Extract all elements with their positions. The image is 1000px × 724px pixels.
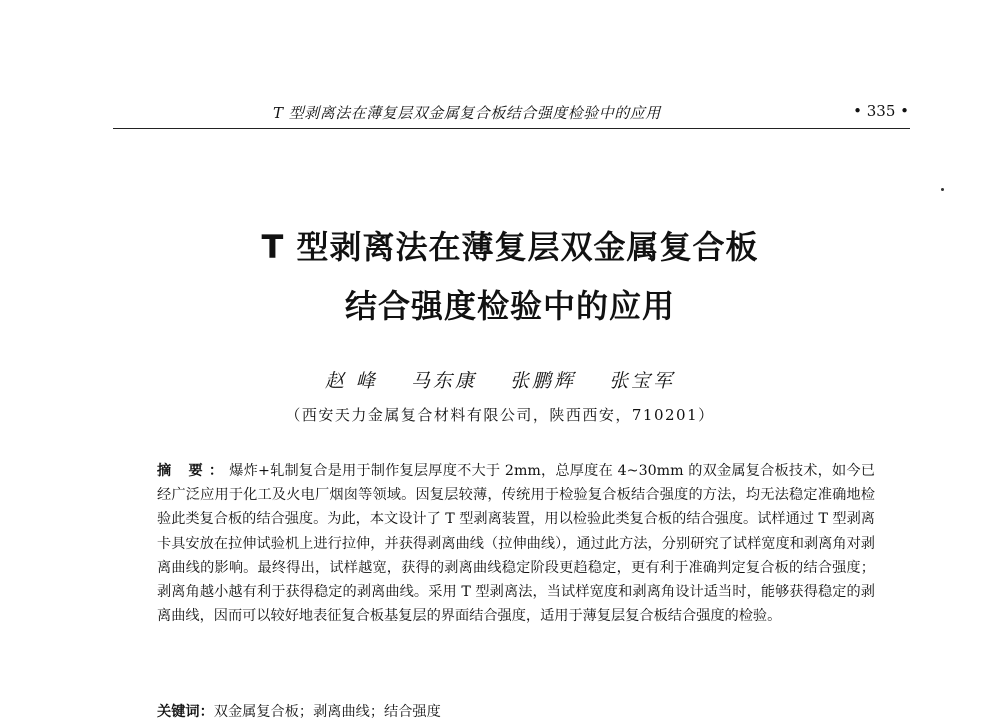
- abstract-label: 摘 要：: [157, 463, 230, 479]
- page-number: • 335 •: [853, 102, 909, 120]
- author-name: 张鹏辉: [510, 370, 577, 392]
- author-name: 张宝军: [609, 370, 676, 392]
- affiliation: （西安天力金属复合材料有限公司，陕西西安，710201）: [285, 406, 715, 424]
- author-name: 赵 峰: [324, 370, 378, 392]
- header-rule: [113, 128, 910, 129]
- running-header: [113, 102, 913, 126]
- paper-title-line-1: T 型剥离法在薄复层双金属复合板: [261, 228, 759, 266]
- abstract: [157, 459, 875, 628]
- scan-speck: [941, 188, 944, 191]
- abstract-text: 爆炸+轧制复合是用于制作复层厚度不大于 2mm，总厚度在 4~30mm 的双金属复合板技术，如今已经广泛应用于化工及火电厂烟囱等领域。因复层较薄，传统用于检验复合板结合强度的方法，均无法稳定准确地检验此类复合板的结合强度。为此，本文设计了 T 型剥离装置，用以检验此类复合板的结合强度。试样通过 T 型剥离卡具安放在拉伸试验机上进行拉伸，并获得剥离曲线（拉伸曲线），通过此方法，分别研究了试样宽度和剥离角对剥离曲线的影响。最终得出，试样越宽，获得的剥离曲线稳定阶段更趋稳定，更有利于准确判定复合板的结合强度；剥离角越小越有利于获得稳定的剥离曲线。采用 T 型剥离法，当试样宽度和剥离角设计适当时，能够获得稳定的剥离曲线，因而可以较好地表征复合板基复层的界面结合强度，适用于薄复层复合板结合强度的检验。: [157, 463, 875, 625]
- keywords-label: 关键词：: [157, 704, 214, 720]
- keywords: [157, 702, 875, 722]
- paper-title-line-2: 结合强度检验中的应用: [344, 287, 675, 325]
- keywords-text: 双金属复合板；剥离曲线；结合强度: [213, 704, 441, 720]
- running-title: T 型剥离法在薄复层双金属复合板结合强度检验中的应用: [273, 104, 661, 122]
- author-list: [0, 366, 1000, 393]
- author-name: 马东康: [410, 370, 477, 392]
